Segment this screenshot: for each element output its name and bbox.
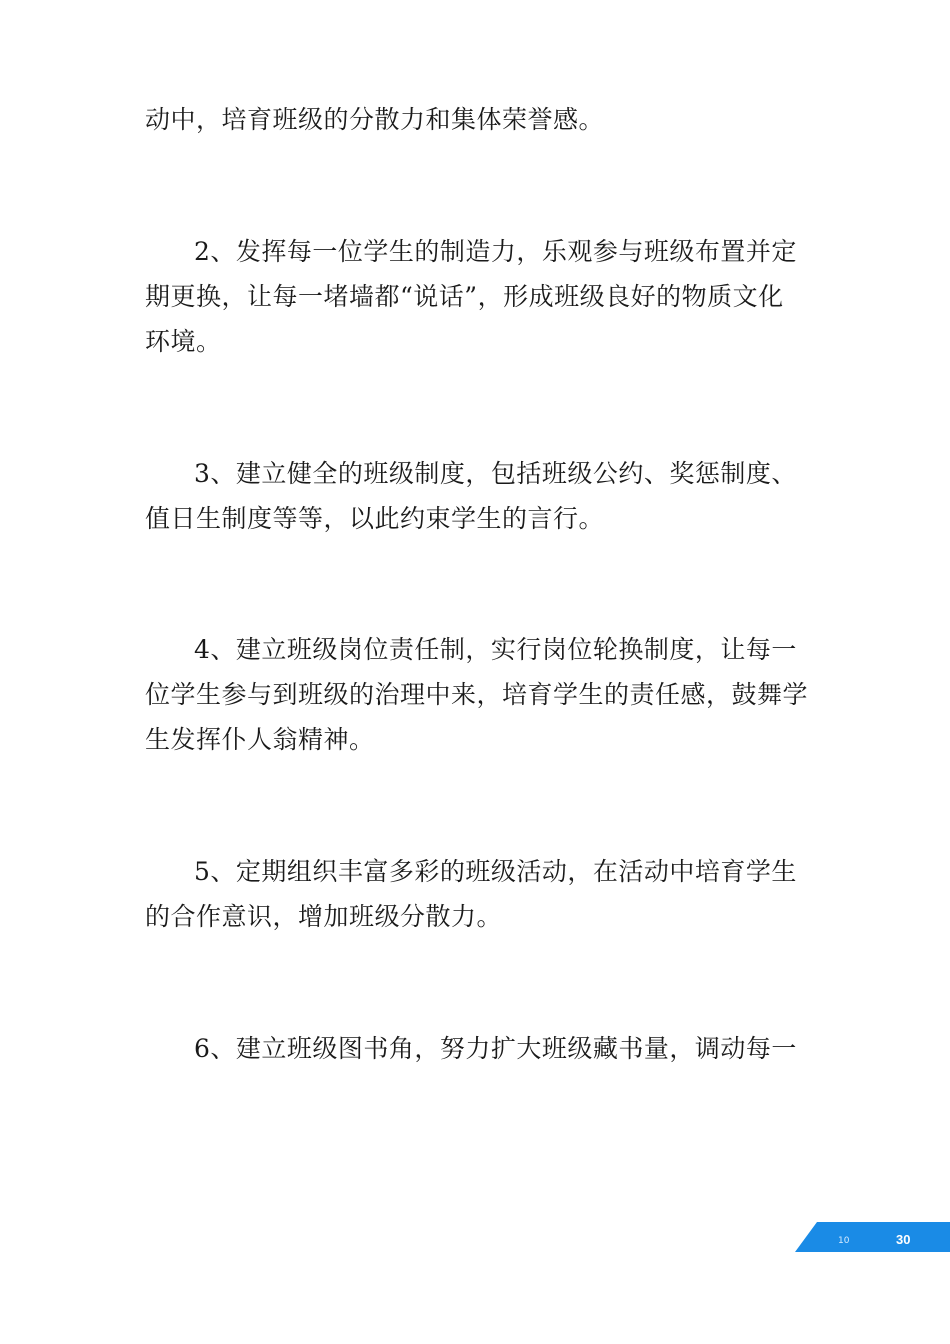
paragraph-2-line-1: 2、发挥每一位学生的制造力，乐观参与班级布置并定 <box>194 237 797 266</box>
paragraph-3-line-1: 3、建立健全的班级制度，包括班级公约、奖惩制度、 <box>194 459 797 488</box>
current-page-number: 10 <box>838 1236 850 1246</box>
page-indicator-tab <box>795 1222 950 1252</box>
paragraph-1-line-1: 动中，培育班级的分散力和集体荣誉感。 <box>145 105 605 134</box>
paragraph-6-line-1: 6、建立班级图书角，努力扩大班级藏书量，调动每一 <box>194 1034 797 1063</box>
paragraph-5-line-1: 5、定期组织丰富多彩的班级活动，在活动中培育学生 <box>194 857 797 886</box>
paragraph-4-line-3: 生发挥仆人翁精神。 <box>145 725 375 754</box>
paragraph-4-line-2: 位学生参与到班级的治理中来，培育学生的责任感，鼓舞学 <box>145 680 809 709</box>
paragraph-2-line-3: 环境。 <box>145 327 222 356</box>
total-pages-number: 30 <box>896 1232 911 1247</box>
paragraph-4-line-1: 4、建立班级岗位责任制，实行岗位轮换制度，让每一 <box>194 635 797 664</box>
paragraph-3-line-2: 值日生制度等等，以此约束学生的言行。 <box>145 504 605 533</box>
paragraph-5-line-2: 的合作意识，增加班级分散力。 <box>145 902 503 931</box>
paragraph-2-line-2: 期更换，让每一堵墙都“说话”，形成班级良好的物质文化 <box>145 282 784 311</box>
